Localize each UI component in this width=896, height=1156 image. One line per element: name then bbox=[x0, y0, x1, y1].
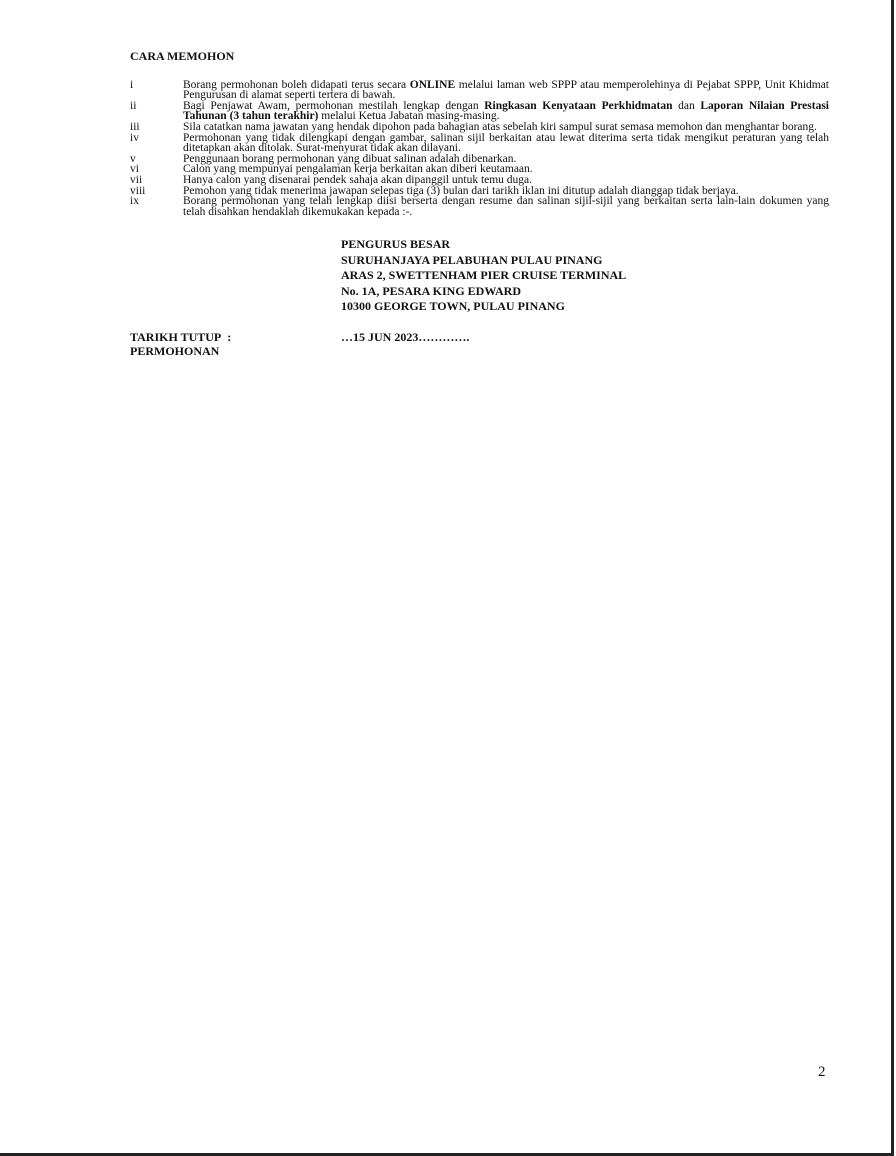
section-heading: CARA MEMOHON bbox=[130, 49, 235, 63]
document-body bbox=[130, 51, 829, 358]
emphasis-text: ONLINE bbox=[409, 78, 456, 91]
list-item-number: iv bbox=[130, 131, 139, 144]
list-item-text bbox=[183, 133, 829, 154]
body-text: Hanya calon yang disenarai pendek sahaja akan dipanggil untuk temu duga. bbox=[183, 173, 533, 186]
list-item bbox=[130, 80, 829, 101]
list-item-number: vii bbox=[130, 173, 143, 186]
body-text: Permohonan yang tidak dilengkapi dengan gambar, salinan sijil berkaitan atau lewat diterima serta tidak mengikut peraturan yang telah ditetapkan akan ditolak. Surat-menyurat tidak akan dilayani. bbox=[183, 131, 829, 155]
list-item bbox=[130, 101, 829, 122]
list-item-text bbox=[183, 80, 829, 101]
closing-date-label bbox=[130, 330, 341, 358]
list-item-text bbox=[183, 101, 829, 122]
emphasis-text: Laporan Nilaian Prestasi Tahunan (3 tahun terakhir) bbox=[183, 99, 829, 123]
closing-label-colon: : bbox=[227, 329, 232, 344]
body-text: Borang permohonan yang telah lengkap diisi berserta dengan resume dan salinan sijil-sijil yang berkaitan serta lain-lain dokumen yang telah disahkan hendaklah dikemukakan kepada :-. bbox=[183, 195, 829, 218]
body-text: Calon yang mempunyai pengalaman kerja berkaitan akan diberi keutamaan. bbox=[183, 163, 533, 176]
address-line: SURUHANJAYA PELABUHAN PULAU PINANG bbox=[341, 252, 603, 267]
closing-date-row bbox=[130, 330, 829, 358]
body-text: Sila catatkan nama jawatan yang hendak dipohon pada bahagian atas sebelah kiri sampul surat semasa memohon dan menghantar borang. bbox=[183, 120, 817, 133]
list-item-number: i bbox=[130, 78, 134, 91]
list-item-number: iii bbox=[130, 120, 140, 133]
mailing-address bbox=[341, 237, 829, 315]
address-line: No. 1A, PESARA KING EDWARD bbox=[341, 283, 522, 298]
address-line: PENGURUS BESAR bbox=[341, 237, 451, 252]
closing-label-line1: TARIKH TUTUP bbox=[130, 329, 222, 344]
list-item-number: viii bbox=[130, 184, 146, 197]
closing-date-value: …15 JUN 2023…………. bbox=[341, 329, 470, 344]
instruction-list bbox=[130, 80, 829, 218]
list-item bbox=[130, 196, 829, 217]
emphasis-text: Ringkasan Kenyataan Perkhidmatan bbox=[484, 99, 673, 112]
address-line: ARAS 2, SWETTENHAM PIER CRUISE TERMINAL bbox=[341, 268, 627, 283]
list-item-text bbox=[183, 196, 829, 217]
address-line: 10300 GEORGE TOWN, PULAU PINANG bbox=[341, 299, 565, 314]
body-text: melalui laman web SPPP atau memperolehinya di Pejabat SPPP, Unit Khidmat Pengurusan di alamat seperti tertera di bawah. bbox=[183, 78, 830, 102]
page-number: 2 bbox=[818, 1064, 826, 1080]
list-item-number: v bbox=[130, 152, 136, 165]
list-item-number: vi bbox=[130, 163, 139, 176]
body-text: Bagi Penjawat Awam, permohonan mestilah lengkap dengan bbox=[183, 99, 485, 112]
body-text: melalui Ketua Jabatan masing-masing. bbox=[318, 110, 500, 123]
list-item-number: ix bbox=[130, 195, 139, 208]
body-text: Pemohon yang tidak menerima jawapan selepas tiga (3) bulan dari tarikh iklan ini ditutup adalah dianggap tidak berjaya. bbox=[183, 184, 739, 197]
body-text: Penggunaan borang permohonan yang dibuat salinan adalah dibenarkan. bbox=[183, 152, 517, 165]
closing-label-line2: PERMOHONAN bbox=[130, 343, 220, 358]
list-item-number: ii bbox=[130, 99, 137, 112]
list-item bbox=[130, 133, 829, 154]
body-text: Borang permohonan boleh didapati terus secara bbox=[183, 78, 410, 91]
body-text: dan bbox=[672, 99, 701, 112]
